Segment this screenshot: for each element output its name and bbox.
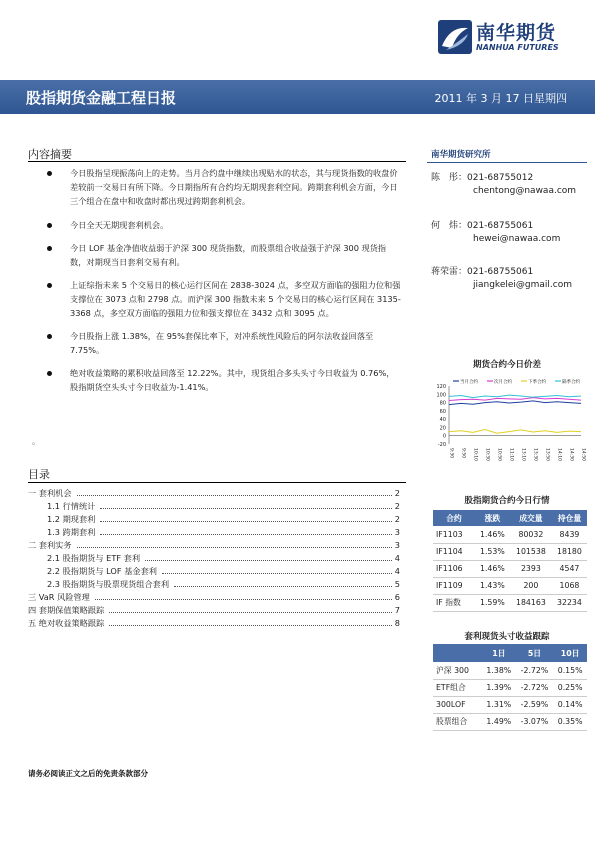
toc-leader <box>174 578 392 587</box>
table-row <box>433 577 587 594</box>
toc-entry[interactable] <box>28 526 400 539</box>
table-cell: IF1109 <box>433 577 475 594</box>
table-cell: 0.15% <box>553 662 587 679</box>
chart-series-line <box>449 395 581 397</box>
toc-label: 2.3 股指期货与股票现货组合套利 <box>47 579 170 589</box>
table-cell: ETF组合 <box>433 679 482 696</box>
summary-item: 今日股指呈现振荡向上的走势。当月合约盘中继续出现贴水的状态，其与现货指数的收盘价差较前一交易日有所下降。今日期指所有合约均无期现套利空间。跨期套利机会方面，今日三个组合在盘中和收盘时都出现过跨期套利机会。 <box>44 166 402 208</box>
table-cell: IF 指数 <box>433 594 475 611</box>
institute-name: 南华期货研究所 <box>431 150 491 160</box>
toc-label: 1.1 行情统计 <box>47 501 96 511</box>
summary-heading: 内容摘要 <box>28 148 72 161</box>
chart-title: 期货合约今日价差 <box>472 360 541 370</box>
table-header: 合约 <box>433 510 475 526</box>
table-cell: 股票组合 <box>433 713 482 730</box>
table-cell: 1.38% <box>482 662 516 679</box>
chart-x-tick-label: 10:50 <box>496 448 502 461</box>
table-header: 成交量 <box>510 510 552 526</box>
table-row <box>433 560 587 577</box>
table-header: 10日 <box>553 644 587 662</box>
table-cell: 0.35% <box>553 713 587 730</box>
stray-mark: 。 <box>32 437 40 446</box>
table-cell: -3.07% <box>516 713 554 730</box>
chart-y-tick-label: -20 <box>437 442 446 448</box>
table-row <box>433 696 587 713</box>
table-cell: 8439 <box>552 526 587 543</box>
table-cell: 沪深 300 <box>433 662 482 679</box>
table-cell: 1.46% <box>475 526 510 543</box>
toc-page: 3 <box>394 540 400 550</box>
bullet-icon <box>47 171 52 176</box>
table-row <box>433 713 587 730</box>
chart-legend-label: 次月合约 <box>494 380 512 385</box>
table-cell: IF1106 <box>433 560 475 577</box>
toc-heading: 目录 <box>28 468 50 481</box>
contact-jiang: 蒋荣雷：021-68755061 jiangkelei@gmail.com <box>431 267 572 290</box>
bullet-icon <box>47 334 52 339</box>
bullet-icon <box>47 371 52 376</box>
toc-entry[interactable] <box>28 565 400 578</box>
table-cell: -2.72% <box>516 662 554 679</box>
toc-label: 二 套利实务 <box>28 540 72 550</box>
toc-label: 四 套期保值策略跟踪 <box>28 605 105 615</box>
table-cell: 4547 <box>552 560 587 577</box>
chart-series-line <box>449 398 581 401</box>
toc-page: 2 <box>394 501 400 511</box>
table-cell: 184163 <box>510 594 552 611</box>
chart-x-tick-label: 14:30 <box>568 448 574 461</box>
table-cell: -2.59% <box>516 696 554 713</box>
table-row <box>433 543 587 560</box>
summary-item: 今日股指上涨 1.38%，在 95%套保比率下，对冲系统性风险后的阿尔法收益回落至 7.75%。 <box>44 329 402 357</box>
toc-page: 6 <box>394 592 400 602</box>
table-of-contents <box>28 487 400 630</box>
table-cell: 2393 <box>510 560 552 577</box>
table-cell: 80032 <box>510 526 552 543</box>
table-header <box>433 644 482 662</box>
chart-x-tick-label: 13:50 <box>544 448 550 461</box>
table-cell: 0.25% <box>553 679 587 696</box>
toc-page: 7 <box>394 605 400 615</box>
chart-x-tick-label: 11:10 <box>508 448 514 461</box>
chart-x-tick-label: 14:10 <box>556 448 562 461</box>
toc-page: 3 <box>394 527 400 537</box>
arb-table <box>433 644 587 731</box>
toc-page: 8 <box>394 618 400 628</box>
toc-leader <box>145 552 392 561</box>
toc-label: 1.3 跨期套利 <box>47 527 96 537</box>
toc-label: 1.2 期现套利 <box>47 514 96 524</box>
toc-page: 5 <box>394 579 400 589</box>
toc-label: 2.1 股指期货与 ETF 套利 <box>47 553 141 563</box>
table-cell: 0.14% <box>553 696 587 713</box>
contact-email[interactable]: chentong@nawaa.com <box>473 186 577 196</box>
table-header: 1日 <box>482 644 516 662</box>
chart-y-tick-label: 40 <box>439 417 446 424</box>
toc-leader <box>162 565 392 574</box>
market-table-title: 股指期货合约今日行情 <box>464 496 550 506</box>
chart-y-tick-label: 60 <box>439 408 446 415</box>
toc-leader <box>109 604 391 613</box>
chart-x-tick-label: 10:10 <box>472 448 478 461</box>
toc-entry[interactable] <box>28 604 400 617</box>
toc-leader <box>109 617 391 626</box>
chart-legend-label: 隔季合约 <box>562 380 580 385</box>
toc-leader <box>77 539 392 548</box>
toc-entry[interactable] <box>28 500 400 513</box>
toc-entry[interactable] <box>28 617 400 630</box>
toc-leader <box>100 526 391 535</box>
toc-entry[interactable] <box>28 552 400 565</box>
table-cell: IF1104 <box>433 543 475 560</box>
toc-page: 2 <box>394 488 400 498</box>
table-cell: 1068 <box>552 577 587 594</box>
logo-text-en: NANHUA FUTURES <box>476 43 559 52</box>
sidebar <box>427 140 587 842</box>
toc-page: 4 <box>394 566 400 576</box>
chart-x-tick-label: 14:50 <box>580 448 586 461</box>
table-cell: 1.39% <box>482 679 516 696</box>
chart-x-tick-label: 13:30 <box>532 448 538 461</box>
table-cell: 200 <box>510 577 552 594</box>
toc-entry[interactable] <box>28 513 400 526</box>
report-date: 2011 年 3 月 17 日星期四 <box>434 92 567 105</box>
contact-email[interactable]: hewei@nawaa.com <box>473 234 561 244</box>
table-cell: 1.43% <box>475 577 510 594</box>
summary-item: 今日 LOF 基金净值收益弱于沪深 300 现货指数，而股票组合收益强于沪深 300 现货指数，对期现当日套利交易有利。 <box>44 241 402 269</box>
toc-leader <box>100 513 391 522</box>
toc-entry[interactable] <box>28 591 400 604</box>
table-cell: 1.49% <box>482 713 516 730</box>
market-table <box>433 510 587 612</box>
table-cell: 1.53% <box>475 543 510 560</box>
summary-item: 绝对收益策略的累积收益回落至 12.22%。其中，现货组合多头头寸今日收益为 0.76%，股指期货空头头寸今日收益为-1.41%。 <box>44 366 402 394</box>
toc-page: 4 <box>394 553 400 563</box>
chart-series-line <box>449 401 581 405</box>
toc-leader <box>95 591 392 600</box>
table-cell: 1.59% <box>475 594 510 611</box>
toc-leader <box>77 487 392 496</box>
table-cell: 18180 <box>552 543 587 560</box>
disclaimer-note: 请务必阅读正文之后的免责条款部分 <box>28 769 148 778</box>
chart-x-tick-label: 13:10 <box>520 448 526 461</box>
chart-series-line <box>449 430 581 434</box>
chart-y-tick-label: 20 <box>439 425 446 432</box>
bullet-icon <box>47 283 52 288</box>
bullet-icon <box>47 246 52 251</box>
summary-list <box>44 166 402 394</box>
arb-table-title: 套利现货头寸收益跟踪 <box>464 632 550 642</box>
toc-entry[interactable] <box>28 539 400 552</box>
chart-y-tick-label: 100 <box>436 392 446 399</box>
report-title: 股指期货金融工程日报 <box>26 89 177 107</box>
chart-x-tick-label: 10:30 <box>484 448 490 461</box>
table-row <box>433 662 587 679</box>
contact-chen: 陈 彤：021-68755012 chentong@nawaa.com <box>431 173 577 196</box>
chart-legend-label: 当月合约 <box>460 380 478 385</box>
table-row <box>433 594 587 611</box>
table-header: 涨跌 <box>475 510 510 526</box>
toc-label: 三 VaR 风险管理 <box>28 592 90 602</box>
toc-page: 2 <box>394 514 400 524</box>
spread-chart <box>427 376 587 486</box>
logo-text-cn: 南华期货 <box>476 22 557 44</box>
table-cell: IF1103 <box>433 526 475 543</box>
contact-he: 何 炜：021-68755061 hewei@nawaa.com <box>431 221 561 244</box>
table-cell: -2.72% <box>516 679 554 696</box>
table-header: 持仓量 <box>552 510 587 526</box>
table-row <box>433 526 587 543</box>
summary-divider <box>28 161 406 162</box>
summary-item: 上证综指未来 5 个交易日的核心运行区间在 2838-3024 点，多空双方面临的强阻力位和强支撑位在 3073 点和 2798 点。而沪深 300 指数未来 5 个交易日的核心运行区间在 3135-3368 点，多空双方面临的强阻力位和强支撑位在 3432 点和 3095 点。 <box>44 278 402 320</box>
summary-item: 今日全天无期现套利机会。 <box>44 218 402 232</box>
toc-label: 一 套利机会 <box>28 488 72 498</box>
table-cell: 101538 <box>510 543 552 560</box>
toc-entry[interactable] <box>28 578 400 591</box>
toc-leader <box>100 500 391 509</box>
table-cell: 1.31% <box>482 696 516 713</box>
chart-y-tick-label: 120 <box>436 384 446 390</box>
report-title-bar <box>0 80 595 114</box>
table-cell: 300LOF <box>433 696 482 713</box>
table-cell: 32234 <box>552 594 587 611</box>
bullet-icon <box>47 223 52 228</box>
toc-entry[interactable] <box>28 487 400 500</box>
chart-x-tick-label: 9:50 <box>460 448 466 459</box>
logo-mark-icon <box>438 20 472 54</box>
chart-legend-label: 下季合约 <box>528 380 546 385</box>
company-logo <box>438 18 580 60</box>
chart-y-tick-label: 0 <box>442 433 446 440</box>
institute-divider <box>427 162 587 163</box>
toc-divider <box>28 482 406 483</box>
table-header: 5日 <box>516 644 554 662</box>
chart-y-tick-label: 80 <box>439 400 446 407</box>
chart-x-tick-label: 9:30 <box>448 448 454 459</box>
contact-email[interactable]: jiangkelei@gmail.com <box>473 280 572 290</box>
table-cell: 1.46% <box>475 560 510 577</box>
table-row <box>433 679 587 696</box>
toc-label: 五 绝对收益策略跟踪 <box>28 618 105 628</box>
toc-label: 2.2 股指期货与 LOF 基金套利 <box>47 566 157 576</box>
